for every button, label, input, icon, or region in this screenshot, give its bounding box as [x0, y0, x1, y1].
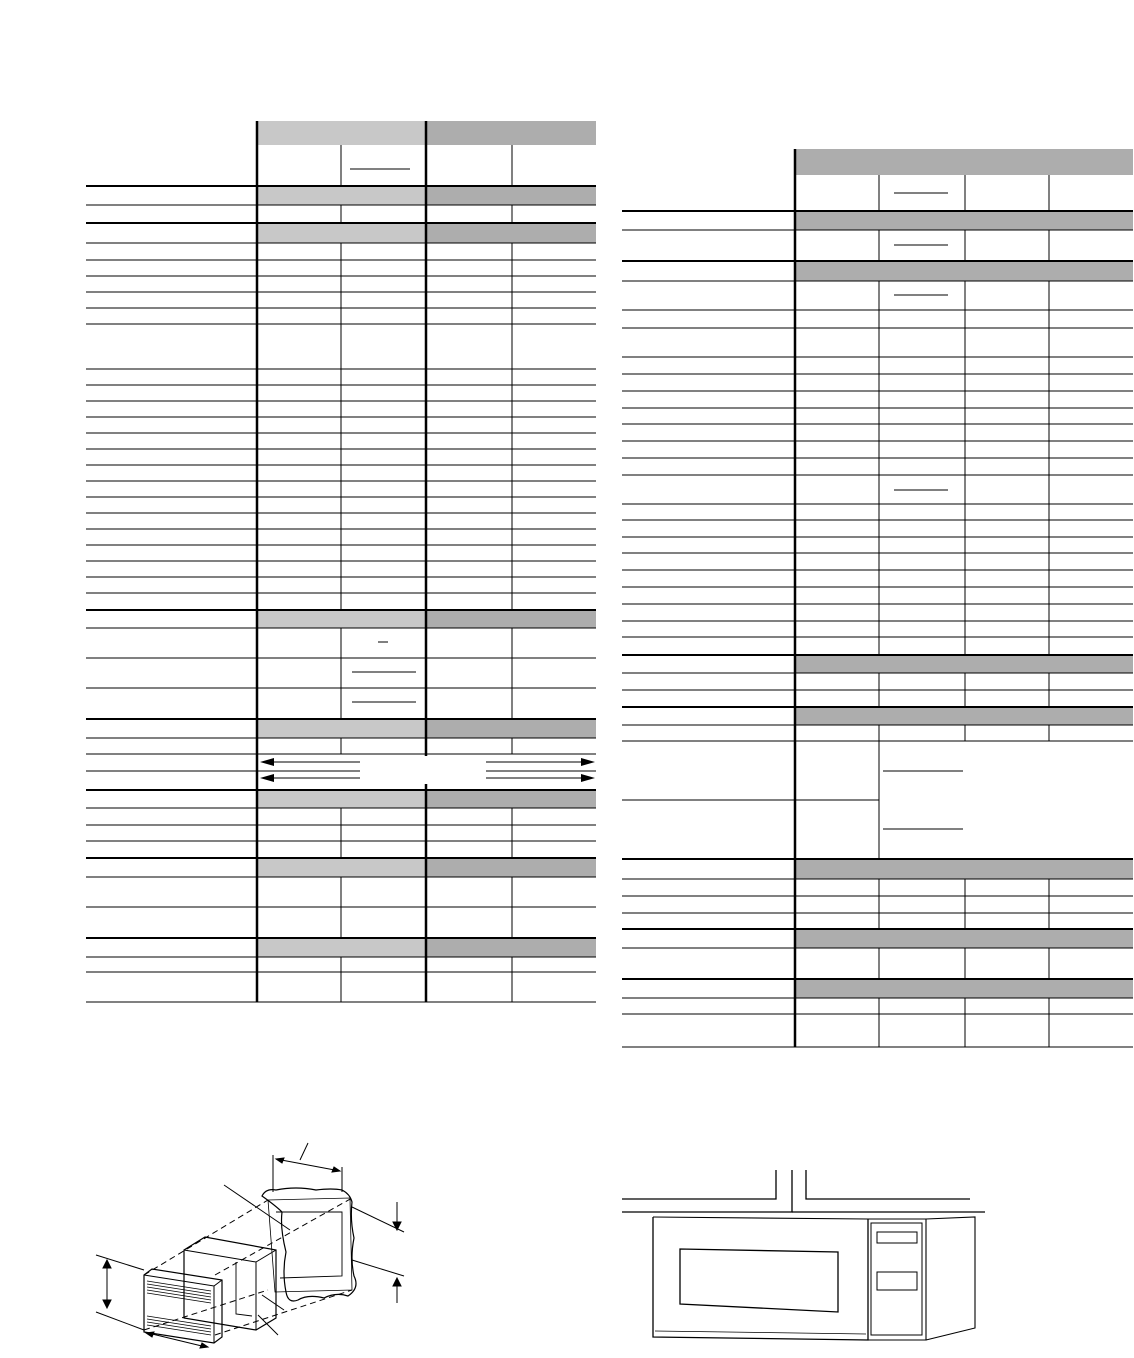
upper-cabinet-left-bottom [622, 1170, 792, 1212]
section-band-right-1 [426, 186, 596, 205]
section-band-right-7 [426, 938, 596, 957]
left-spec-table [0, 0, 600, 1010]
front-height-dimension [96, 1255, 144, 1330]
section-band-left-5 [257, 790, 426, 808]
section-band-6 [795, 929, 1133, 948]
span-arrow-head-left-1 [260, 758, 274, 766]
span-arrow-head-right-1 [581, 758, 595, 766]
section-band-right-2 [426, 223, 596, 243]
over-the-range-microwave-figure [615, 1160, 995, 1353]
upper-cabinet-right [806, 1170, 970, 1199]
section-band-4 [795, 707, 1133, 725]
header-band-group [795, 149, 1133, 175]
header-band-group-2 [426, 121, 596, 145]
section-band-left-3 [257, 610, 426, 628]
sleeve-back [276, 1212, 342, 1278]
wall-sleeve-illustration [80, 1135, 420, 1353]
section-band-3 [795, 655, 1133, 673]
depth-dimension [273, 1143, 342, 1192]
section-band-left-7 [257, 938, 426, 957]
height-dimension [352, 1202, 404, 1303]
section-band-5 [795, 859, 1133, 879]
section-band-left-1 [257, 186, 426, 205]
section-band-right-5 [426, 790, 596, 808]
microwave-body [653, 1217, 868, 1340]
section-band-2 [795, 261, 1133, 281]
leader-line [224, 1185, 290, 1230]
control-keypad [877, 1272, 917, 1290]
wall-sleeve-installation-figure [80, 1135, 420, 1353]
header-band-group-1 [257, 121, 426, 145]
right-spec-table [600, 0, 1134, 1060]
section-band-right-3 [426, 610, 596, 628]
section-band-left-6 [257, 858, 426, 877]
microwave-cabinet-illustration [615, 1160, 995, 1353]
control-display [877, 1232, 917, 1243]
grille-slats [147, 1281, 211, 1335]
left-spec-table-grid [0, 0, 600, 1010]
section-band-right-4 [426, 719, 596, 738]
span-arrow-label-gap [360, 756, 486, 784]
section-band-right-6 [426, 858, 596, 877]
span-arrow-head-right-2 [581, 774, 595, 782]
right-spec-table-grid [600, 0, 1134, 1060]
projection-lines [144, 1198, 352, 1335]
control-panel [871, 1223, 922, 1335]
microwave-window [680, 1249, 838, 1312]
section-band-left-4 [257, 719, 426, 738]
upper-cabinet-left [622, 1170, 776, 1199]
span-arrow-head-left-2 [260, 774, 274, 782]
section-band-1 [795, 211, 1133, 230]
section-band-7 [795, 979, 1133, 998]
section-band-left-2 [257, 223, 426, 243]
